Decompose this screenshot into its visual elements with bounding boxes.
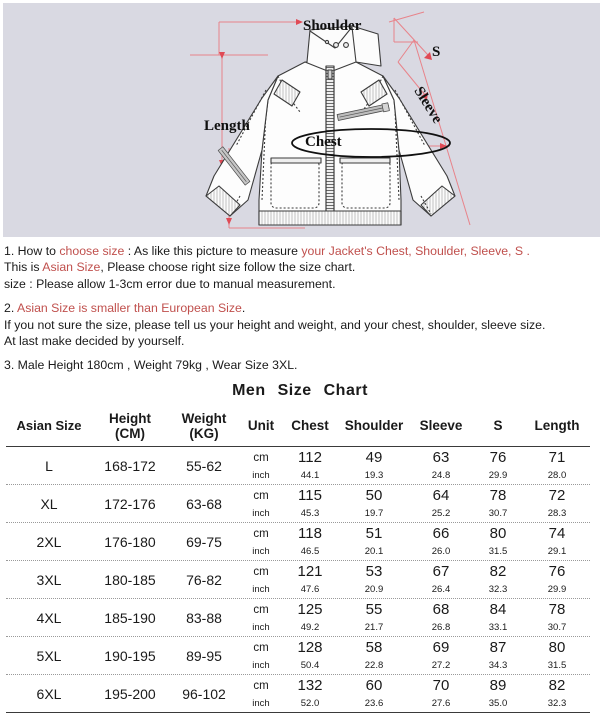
table-body — [6, 448, 590, 714]
cell-size: 6XL — [36, 685, 62, 702]
cell-cm-sleeve: 64 — [432, 487, 450, 505]
cell-size: 5XL — [36, 647, 62, 664]
cell-inch-shoulder: 20.9 — [364, 584, 384, 596]
cell-size: 3XL — [36, 571, 62, 588]
cell-inch-s: 31.5 — [488, 546, 508, 558]
note-1-line-3: size : Please allow 1-3cm error due to manual measurement. — [4, 276, 336, 291]
table-row — [6, 524, 590, 544]
cell-inch-chest: 49.2 — [300, 622, 320, 634]
cell-weight: 83-88 — [186, 609, 222, 626]
cell-inch-shoulder: 19.3 — [364, 470, 384, 482]
note-1-highlight-choose-size: choose size — [59, 244, 125, 258]
cell-inch-s: 32.3 — [488, 584, 508, 596]
cell-cm-length: 78 — [548, 601, 566, 619]
column-header-length: Length — [534, 418, 580, 434]
notes-gap-1 — [4, 292, 596, 300]
cell-inch-length: 31.5 — [547, 660, 567, 672]
note-2-line-2: If you not sure the size, please tell us your height and weight, and your chest, shoulder, sleeve size. — [4, 317, 546, 332]
note-2-highlight: Asian Size is smaller than European Size — [17, 301, 242, 316]
cell-inch-chest: 46.5 — [300, 546, 320, 558]
cell-inch-s: 33.1 — [488, 622, 508, 634]
cell-cm-shoulder: 51 — [365, 525, 383, 543]
cell-unit-inch: inch — [252, 584, 270, 596]
cell-height: 190-195 — [104, 647, 156, 664]
chart-title-word-2: Size — [277, 381, 312, 399]
cell-height: 180-185 — [104, 571, 156, 588]
jacket-illustration-panel — [0, 0, 600, 237]
cell-inch-shoulder: 19.7 — [364, 508, 384, 520]
table-row — [6, 600, 590, 620]
label-chest: Chest — [305, 134, 342, 150]
table-row — [6, 486, 590, 506]
cell-cm-sleeve: 70 — [432, 677, 450, 695]
cell-unit-cm: cm — [253, 603, 269, 616]
cell-cm-length: 72 — [548, 487, 566, 505]
cell-unit-cm: cm — [253, 489, 269, 502]
column-header-asian-size: Asian Size — [16, 418, 82, 434]
column-header-chest: Chest — [291, 418, 329, 434]
cell-weight: 76-82 — [186, 571, 222, 588]
cell-inch-s: 30.7 — [488, 508, 508, 520]
cell-unit-inch: inch — [252, 508, 270, 520]
cell-size: L — [45, 457, 53, 474]
cell-inch-s: 35.0 — [488, 698, 508, 710]
cell-cm-chest: 132 — [297, 677, 323, 695]
cell-cm-length: 82 — [548, 677, 566, 695]
cell-cm-sleeve: 63 — [432, 449, 450, 467]
cell-inch-length: 29.9 — [547, 584, 567, 596]
cell-cm-s: 76 — [489, 449, 507, 467]
note-1-line-2-suffix: , Please choose right size follow the size chart. — [100, 260, 356, 275]
cell-cm-shoulder: 50 — [365, 487, 383, 505]
cell-cm-shoulder: 53 — [365, 563, 383, 581]
cell-cm-s: 87 — [489, 639, 507, 657]
cell-inch-sleeve: 27.6 — [431, 698, 451, 710]
jacket-diagram-icon — [0, 0, 600, 237]
cell-cm-sleeve: 69 — [432, 639, 450, 657]
cell-weight: 55-62 — [186, 457, 222, 474]
column-header-s: S — [493, 418, 503, 434]
table-row — [6, 638, 590, 658]
cell-size: 4XL — [36, 609, 62, 626]
note-2-line-3: At last make decided by yourself. — [4, 334, 185, 349]
cell-unit-inch: inch — [252, 470, 270, 482]
label-s: S — [432, 44, 441, 60]
column-header-sleeve: Sleeve — [419, 418, 463, 434]
cell-height: 172-176 — [104, 495, 156, 512]
cell-cm-shoulder: 55 — [365, 601, 383, 619]
cell-cm-length: 71 — [548, 449, 566, 467]
table-row — [6, 562, 590, 582]
column-header-weight-line2: (KG) — [189, 425, 219, 441]
column-header-height-line2: (CM) — [115, 425, 145, 441]
cell-unit-cm: cm — [253, 451, 269, 464]
cell-cm-sleeve: 68 — [432, 601, 450, 619]
column-header-height — [92, 406, 168, 446]
cell-cm-shoulder: 58 — [365, 639, 383, 657]
cell-height: 168-172 — [104, 457, 156, 474]
label-sleeve: Sleeve — [410, 84, 446, 127]
table-row — [6, 448, 590, 468]
cell-inch-length: 28.3 — [547, 508, 567, 520]
cell-cm-chest: 118 — [298, 525, 322, 543]
note-1-line-1 — [4, 243, 596, 259]
cell-unit-inch: inch — [252, 698, 270, 710]
cell-cm-s: 84 — [489, 601, 507, 619]
cell-inch-s: 34.3 — [488, 660, 508, 672]
cell-cm-shoulder: 49 — [365, 449, 383, 467]
note-1-prefix: 1. How to — [4, 244, 60, 258]
cell-cm-chest: 128 — [297, 639, 323, 657]
cell-size: 2XL — [36, 533, 62, 550]
cell-height: 185-190 — [104, 609, 156, 626]
cell-cm-s: 89 — [489, 677, 507, 695]
cell-inch-length: 29.1 — [547, 546, 567, 558]
notes-gap-2 — [4, 349, 596, 357]
table-header-row — [6, 406, 590, 446]
note-1-line-2-prefix: This is — [4, 260, 43, 275]
cell-inch-shoulder: 20.1 — [364, 546, 384, 558]
cell-inch-sleeve: 26.8 — [431, 622, 451, 634]
cell-cm-chest: 121 — [297, 563, 323, 581]
chart-title — [0, 382, 600, 400]
cell-weight: 96-102 — [182, 685, 226, 702]
cell-size: XL — [40, 495, 58, 512]
column-header-weight — [168, 406, 240, 446]
cell-inch-sleeve: 24.8 — [431, 470, 451, 482]
row-separator-line — [6, 712, 590, 713]
note-2-period: . — [241, 301, 246, 316]
cell-inch-chest: 45.3 — [300, 508, 320, 520]
column-header-height-line1: Height — [109, 410, 151, 426]
cell-unit-cm: cm — [253, 527, 269, 540]
note-1-line-2 — [4, 259, 596, 275]
cell-cm-chest: 125 — [297, 601, 323, 619]
cell-cm-chest: 112 — [298, 449, 322, 467]
column-header-weight-line1: Weight — [181, 410, 227, 426]
cell-cm-length: 76 — [548, 563, 566, 581]
cell-unit-cm: cm — [253, 565, 269, 578]
note-1-middle: : As like this picture to measure — [124, 244, 302, 258]
chart-title-word-3: Chart — [323, 381, 368, 399]
note-3: 3. Male Height 180cm , Weight 79kg , Wear Size 3XL. — [4, 358, 298, 373]
cell-unit-inch: inch — [252, 622, 270, 634]
column-header-shoulder: Shoulder — [344, 418, 404, 434]
cell-inch-sleeve: 25.2 — [431, 508, 451, 520]
size-chart-table — [6, 406, 590, 714]
cell-cm-shoulder: 60 — [365, 677, 383, 695]
note-1-highlight-measurements: your Jacket's Chest, Shoulder, Sleeve, S . — [301, 244, 530, 258]
cell-inch-sleeve: 26.4 — [431, 584, 451, 596]
chart-title-word-1: Men — [232, 381, 266, 399]
cell-height: 195-200 — [104, 685, 156, 702]
cell-inch-length: 30.7 — [547, 622, 567, 634]
row-separator — [6, 712, 590, 714]
label-length: Length — [204, 118, 250, 134]
cell-inch-sleeve: 26.0 — [431, 546, 451, 558]
cell-inch-chest: 52.0 — [300, 698, 320, 710]
cell-cm-s: 82 — [489, 563, 507, 581]
column-header-unit: Unit — [247, 418, 275, 434]
cell-inch-length: 32.3 — [547, 698, 567, 710]
cell-cm-length: 74 — [548, 525, 566, 543]
note-1-highlight-asian-size: Asian Size — [42, 260, 101, 275]
cell-height: 176-180 — [104, 533, 156, 550]
cell-inch-s: 29.9 — [488, 470, 508, 482]
cell-cm-chest: 115 — [298, 487, 322, 505]
sizing-notes — [0, 237, 600, 374]
cell-inch-shoulder: 21.7 — [364, 622, 384, 634]
cell-inch-length: 28.0 — [547, 470, 567, 482]
cell-unit-cm: cm — [253, 641, 269, 654]
cell-weight: 63-68 — [186, 495, 222, 512]
note-2-number: 2. — [4, 301, 17, 316]
note-2-line-1 — [4, 300, 596, 316]
cell-weight: 89-95 — [186, 647, 222, 664]
cell-inch-sleeve: 27.2 — [431, 660, 451, 672]
cell-cm-sleeve: 66 — [432, 525, 450, 543]
cell-unit-inch: inch — [252, 546, 270, 558]
cell-unit-cm: cm — [253, 679, 269, 692]
cell-cm-s: 78 — [489, 487, 507, 505]
label-shoulder: Shoulder — [303, 18, 362, 34]
cell-inch-chest: 47.6 — [300, 584, 320, 596]
cell-inch-shoulder: 23.6 — [364, 698, 384, 710]
cell-cm-s: 80 — [489, 525, 507, 543]
cell-inch-chest: 50.4 — [300, 660, 320, 672]
cell-inch-shoulder: 22.8 — [364, 660, 384, 672]
cell-unit-inch: inch — [252, 660, 270, 672]
cell-weight: 69-75 — [186, 533, 222, 550]
cell-cm-sleeve: 67 — [432, 563, 450, 581]
cell-cm-length: 80 — [548, 639, 566, 657]
table-row — [6, 676, 590, 696]
cell-inch-chest: 44.1 — [300, 470, 320, 482]
table-header — [6, 406, 590, 446]
